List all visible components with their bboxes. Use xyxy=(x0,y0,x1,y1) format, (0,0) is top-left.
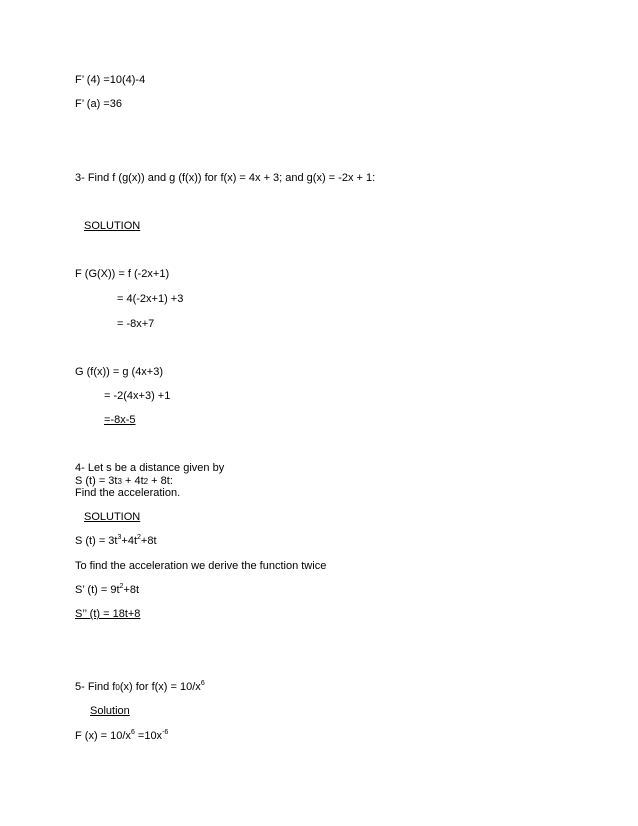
fg-step-2: = 4(-2x+1) +3 xyxy=(117,293,184,305)
fg-step-1: F (G(X)) = f (-2x+1) xyxy=(75,268,170,280)
derivative-at-a: F’ (a) =36 xyxy=(75,98,122,110)
gf-result: =-8x-5 xyxy=(104,414,136,426)
gf-step-1: G (f(x)) = g (4x+3) xyxy=(75,366,164,378)
question-4-line-3: Find the acceleration. xyxy=(75,487,181,499)
fx-rewrite: F $(x) = 10/x^6 =10x^{-6}$ xyxy=(75,729,169,742)
fg-step-3: = -8x+7 xyxy=(117,318,155,330)
question-4-line-1: 4- Let s be a distance given by xyxy=(75,462,225,474)
solution-heading-1: SOLUTION xyxy=(84,220,141,232)
first-derivative: S’ $(t) = 9t^2+8t$ xyxy=(75,583,140,596)
question-5: 5- Find f0(x) for $f(x) = 10/x^6$ xyxy=(75,680,205,693)
gf-step-2: = -2(4x+3) +1 xyxy=(104,390,171,402)
second-derivative: S’’ (t) = 18t+8 xyxy=(75,608,141,620)
question-3: 3- Find f (g(x)) and g (f(x)) for f(x) = 4x + 3; and g(x) = -2x + 1: xyxy=(75,172,376,184)
derivative-at-4: F’ (4) =10(4)-4 xyxy=(75,74,146,86)
question-4-line-2: S (t) = 3t3 + 4t2 + 8t: xyxy=(75,475,173,487)
solution-heading-2: SOLUTION xyxy=(84,511,141,523)
solution-heading-3: Solution xyxy=(90,705,130,717)
distance-function: S $(t) = 3t^3+4t^2+8t$ xyxy=(75,534,157,547)
acceleration-note: To find the acceleration we derive the function twice xyxy=(75,560,327,572)
